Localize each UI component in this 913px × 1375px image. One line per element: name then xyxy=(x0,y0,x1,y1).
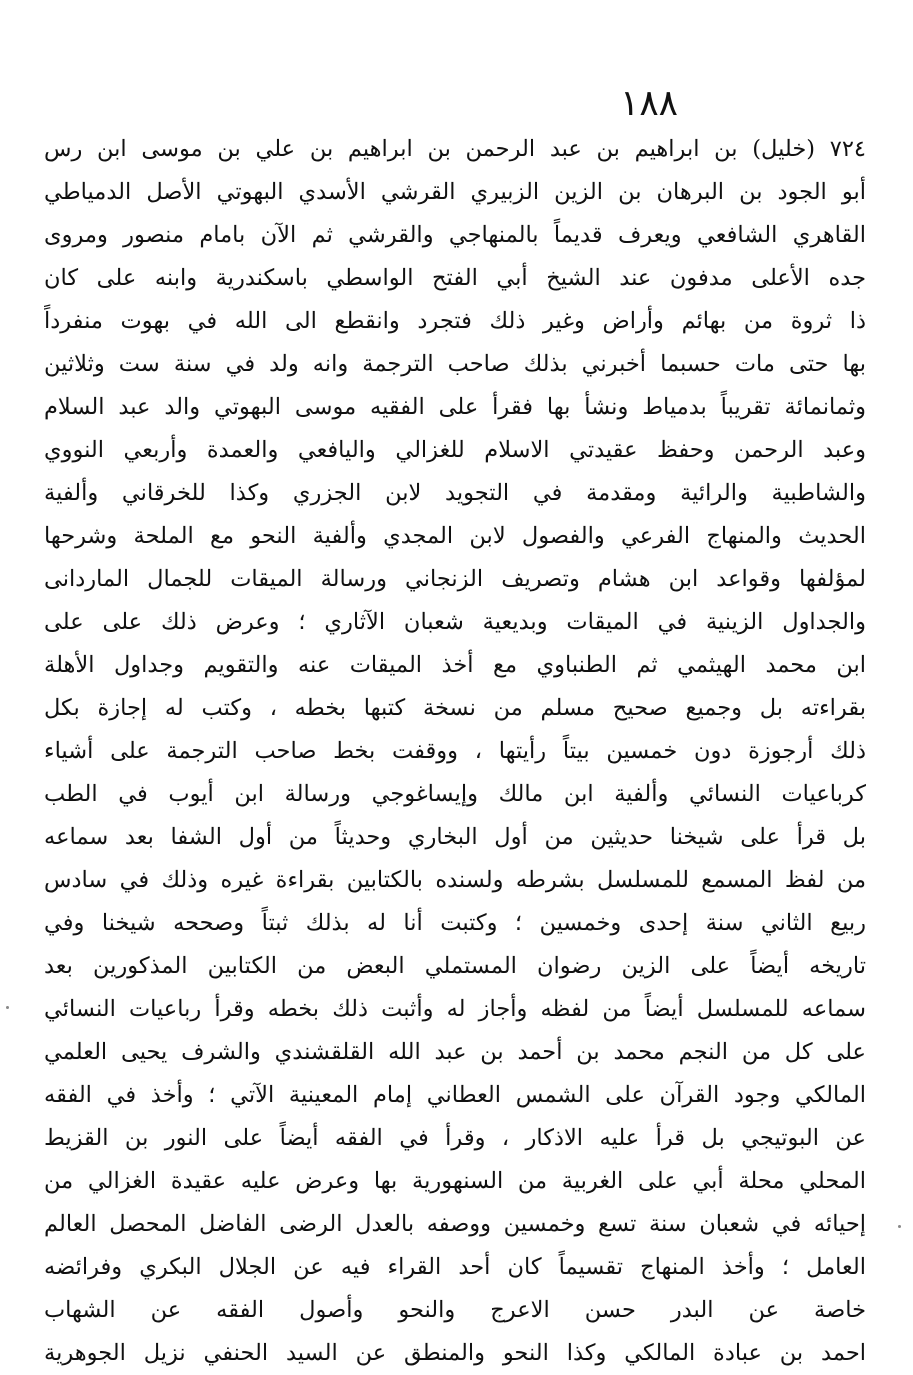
text-line: الحديث والمنهاج الفرعي والفصول لابن المجدي وألفية النحو مع الملحة وشرحها xyxy=(44,523,866,549)
text-line: ذلك أرجوزة دون خمسين بيتاً رأيتها ، ووقفت بخط صاحب الترجمة على أشياء xyxy=(44,738,866,764)
body-text xyxy=(44,128,866,1375)
text-line: القاهري الشافعي ويعرف قديماً بالمنهاجي والقرشي ثم الآن بامام منصور ومروى xyxy=(44,222,866,248)
text-line: بل قرأ على شيخنا حديثين من أول البخاري وحديثاً من أول الشفا بعد سماعه xyxy=(44,824,866,850)
text-line: ربيع الثاني سنة إحدى وخمسين ؛ وكتبت أنا له بذلك ثبتاً وصححه شيخنا وفي xyxy=(44,910,866,936)
text-line: والجداول الزينية في الميقات وبديعية شعبان الآثاري ؛ وعرض ذلك على على xyxy=(44,609,866,635)
text-line: ذا ثروة من بهائم وأراض وغير ذلك فتجرد وانقطع الى الله في بهوت منفرداً xyxy=(44,308,866,334)
text-line: كرباعيات النسائي وألفية ابن مالك وإيساغوجي ورسالة ابن أيوب في الطب xyxy=(44,781,866,807)
text-line: والشاطبية والرائية ومقدمة في التجويد لابن الجزري وكذا للخرقاني وألفية xyxy=(44,480,866,506)
page-number: ١٨٨ xyxy=(620,83,679,124)
margin-dot xyxy=(898,1225,901,1228)
text-line: لمؤلفها وقواعد ابن هشام وتصريف الزنجاني ورسالة الميقات للجمال الماردانى xyxy=(44,566,866,592)
text-line: بها حتى مات حسبما أخبرني بذلك صاحب الترجمة وانه ولد في سنة ست وثلاثين xyxy=(44,351,866,377)
text-line: خاصة عن البدر حسن الاعرج والنحو وأصول الفقه عن الشهاب xyxy=(44,1297,866,1323)
text-line: المالكي وجود القرآن على الشمس العطاني إمام المعينية الآتي ؛ وأخذ في الفقه xyxy=(44,1082,866,1108)
text-line: ابن محمد الهيثمي ثم الطنباوي مع أخذ الميقات عنه والتقويم وجداول الأهلة xyxy=(44,652,866,678)
text-line: العامل ؛ وأخذ المنهاج تقسيماً كان أحد القراء فيه عن الجلال البكري وفرائضه xyxy=(44,1254,866,1280)
text-line: عن البوتيجي بل قرأ عليه الاذكار ، وقرأ في الفقه أيضاً على النور بن القزيط xyxy=(44,1125,866,1151)
text-line: أبو الجود بن البرهان بن الزين الزبيري القرشي الأسدي البهوتي الأصل الدمياطي xyxy=(44,179,866,205)
text-line: ٧٢٤ (خليل) بن ابراهيم بن عبد الرحمن بن ابراهيم بن علي بن موسى ابن رس xyxy=(44,136,866,162)
text-line: إحيائه في شعبان سنة تسع وخمسين ووصفه بالعدل الرضى الفاضل المحصل العالم xyxy=(44,1211,866,1237)
text-line: وثمانمائة تقريباً بدمياط ونشأ بها فقرأ على الفقيه موسى البهوتي والد عبد السلام xyxy=(44,394,866,420)
text-line: جده الأعلى مدفون عند الشيخ أبي الفتح الواسطي باسكندرية وابنه على كان xyxy=(44,265,866,291)
text-line: احمد بن عبادة المالكي وكذا النحو والمنطق عن السيد الحنفي نزيل الجوهرية xyxy=(44,1340,866,1366)
text-line: من لفظ المسمع للمسلسل بشرطه ولسنده بالكتابين بقراءة غيره وذلك في سادس xyxy=(44,867,866,893)
margin-dot xyxy=(6,1006,9,1009)
text-line: تاريخه أيضاً على الزين رضوان المستملي البعض من الكتابين المذكورين بعد xyxy=(44,953,866,979)
text-line: على كل من النجم محمد بن أحمد بن عبد الله القلقشندي والشرف يحيى العلمي xyxy=(44,1039,866,1065)
text-line: بقراءته بل وجميع صحيح مسلم من نسخة كتبها بخطه ، وكتب له إجازة بكل xyxy=(44,695,866,721)
text-line: المحلي محلة أبي على الغربية من السنهورية بها وعرض عليه عقيدة الغزالي من xyxy=(44,1168,866,1194)
text-line: وعبد الرحمن وحفظ عقيدتي الاسلام للغزالي واليافعي والعمدة وأربعي النووي xyxy=(44,437,866,463)
text-line: سماعه للمسلسل أيضاً من لفظه وأجاز له وأثبت ذلك بخطه وقرأ رباعيات النسائي xyxy=(44,996,866,1022)
